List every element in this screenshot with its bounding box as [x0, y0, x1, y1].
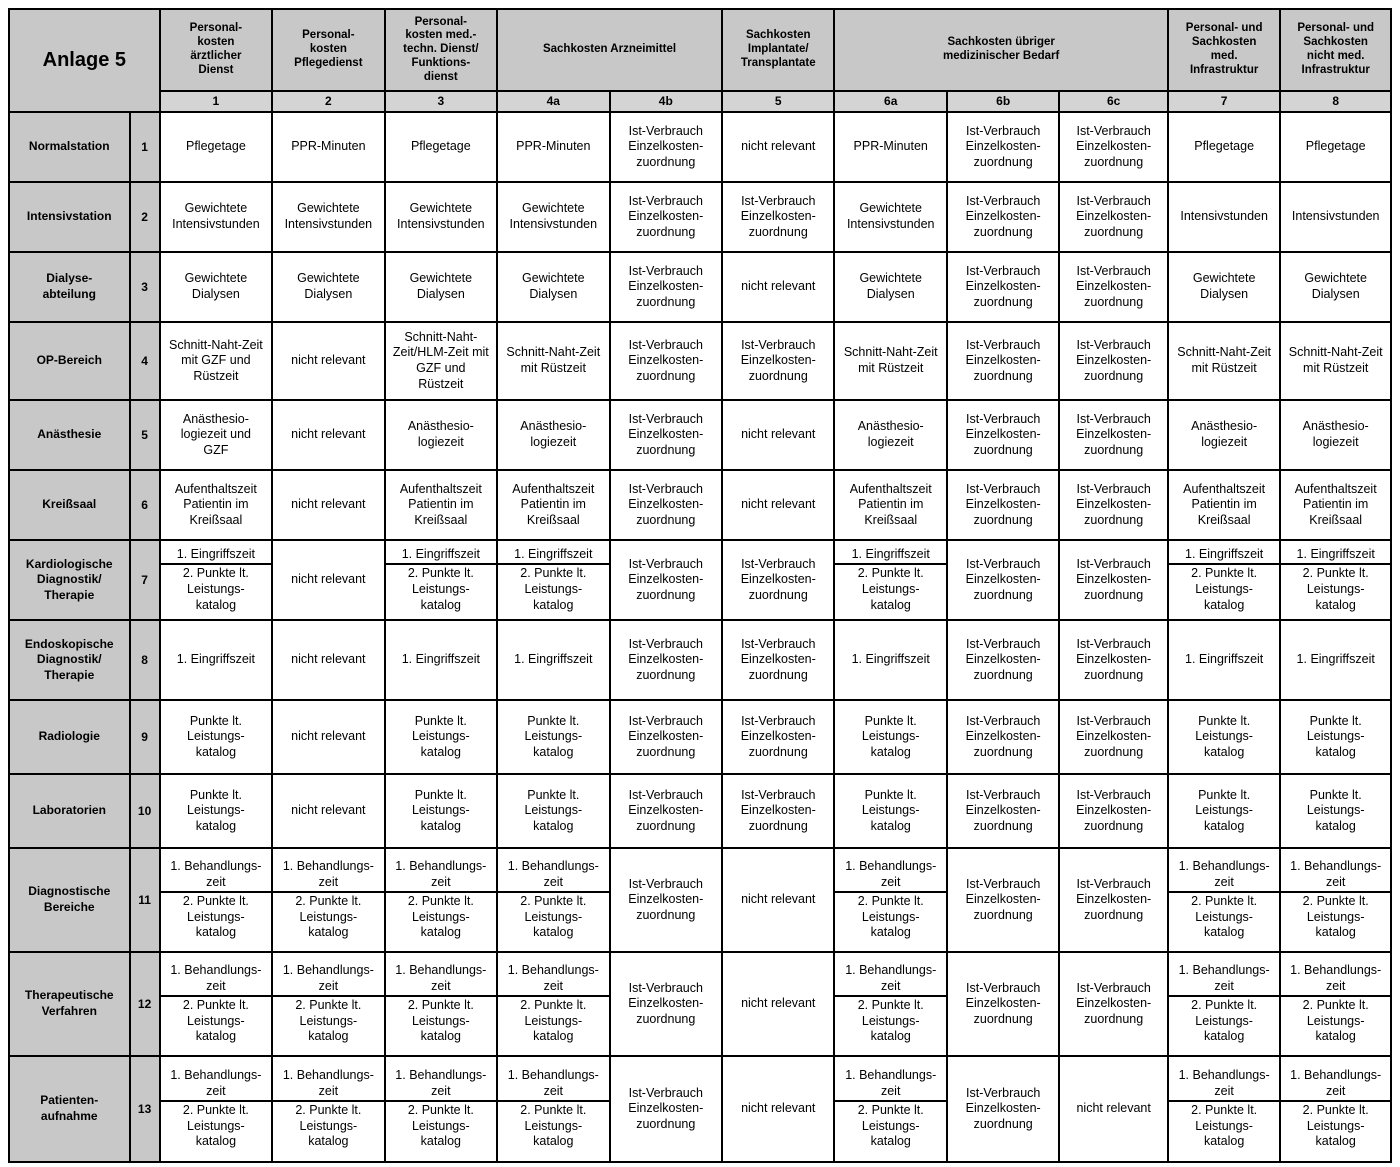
- table-cell: Ist-Verbrauch Einzelkosten- zuordnung: [1059, 540, 1167, 620]
- cell-part-1: 1. Behandlungs- zeit: [386, 962, 496, 997]
- cell-part-2: 2. Punkte lt. Leistungs- katalog: [182, 998, 249, 1044]
- table-cell: Punkte lt. Leistungs- katalog: [385, 700, 497, 774]
- table-cell: Ist-Verbrauch Einzelkosten- zuordnung: [610, 400, 722, 470]
- cell-part-2: 2. Punkte lt. Leistungs- katalog: [182, 894, 249, 940]
- table-cell: [834, 952, 946, 1056]
- table-cell: Ist-Verbrauch Einzelkosten- zuordnung: [1059, 322, 1167, 400]
- cell-part-1: 1. Eingriffszeit: [835, 546, 945, 566]
- row-number: 5: [130, 400, 160, 470]
- table-row: [9, 620, 1391, 700]
- table-row: [9, 848, 1391, 952]
- table-cell: 1. Eingriffszeit: [385, 620, 497, 700]
- row-label: Endoskopische Diagnostik/ Therapie: [9, 620, 130, 700]
- table-cell: Gewichtete Intensivstunden: [834, 182, 946, 252]
- row-number: 8: [130, 620, 160, 700]
- table-row: [9, 774, 1391, 848]
- table-cell: [160, 1056, 272, 1162]
- cell-part-2: 2. Punkte lt. Leistungs- katalog: [857, 894, 924, 940]
- table-cell: Gewichtete Intensivstunden: [385, 182, 497, 252]
- cell-part-1: 1. Eingriffszeit: [161, 546, 271, 566]
- table-cell: Ist-Verbrauch Einzelkosten- zuordnung: [947, 1056, 1059, 1162]
- table-cell: nicht relevant: [272, 470, 384, 540]
- cell-part-1: 1. Behandlungs- zeit: [161, 858, 271, 893]
- table-cell: nicht relevant: [722, 1056, 834, 1162]
- table-cell: Punkte lt. Leistungs- katalog: [385, 774, 497, 848]
- table-cell: Anästhesio- logiezeit: [834, 400, 946, 470]
- cell-part-1: 1. Behandlungs- zeit: [386, 1067, 496, 1102]
- table-cell: Anästhesio- logiezeit: [385, 400, 497, 470]
- cell-part-1: 1. Behandlungs- zeit: [835, 1067, 945, 1102]
- row-label: Diagnostische Bereiche: [9, 848, 130, 952]
- table-cell: Ist-Verbrauch Einzelkosten- zuordnung: [610, 1056, 722, 1162]
- column-header-row: [9, 9, 1391, 91]
- table-cell: 1. Eingriffszeit: [1280, 620, 1391, 700]
- cell-part-2: 2. Punkte lt. Leistungs- katalog: [295, 1103, 362, 1149]
- table-cell: Gewichtete Intensivstunden: [160, 182, 272, 252]
- cell-part-1: 1. Behandlungs- zeit: [1169, 858, 1279, 893]
- cell-part-2: 2. Punkte lt. Leistungs- katalog: [407, 566, 474, 612]
- row-number: 11: [130, 848, 160, 952]
- table-cell: [497, 848, 609, 952]
- table-cell: 1. Eingriffszeit: [834, 620, 946, 700]
- table-cell: Punkte lt. Leistungs- katalog: [160, 774, 272, 848]
- cell-part-2: 2. Punkte lt. Leistungs- katalog: [857, 1103, 924, 1149]
- table-cell: Ist-Verbrauch Einzelkosten- zuordnung: [1059, 182, 1167, 252]
- row-label: Anästhesie: [9, 400, 130, 470]
- table-cell: [1168, 1056, 1280, 1162]
- cell-part-1: 1. Behandlungs- zeit: [1169, 962, 1279, 997]
- table-cell: Ist-Verbrauch Einzelkosten- zuordnung: [610, 700, 722, 774]
- table-cell: Ist-Verbrauch Einzelkosten- zuordnung: [947, 774, 1059, 848]
- cell-part-2: 2. Punkte lt. Leistungs- katalog: [1302, 566, 1369, 612]
- table-cell: Ist-Verbrauch Einzelkosten- zuordnung: [610, 112, 722, 182]
- table-cell: Ist-Verbrauch Einzelkosten- zuordnung: [722, 774, 834, 848]
- table-cell: [1168, 952, 1280, 1056]
- column-number: 1: [160, 91, 272, 112]
- table-cell: Ist-Verbrauch Einzelkosten- zuordnung: [722, 700, 834, 774]
- table-cell: [1280, 952, 1391, 1056]
- table-cell: [272, 952, 384, 1056]
- table-cell: Ist-Verbrauch Einzelkosten- zuordnung: [947, 620, 1059, 700]
- cell-part-2: 2. Punkte lt. Leistungs- katalog: [857, 998, 924, 1044]
- table-cell: Ist-Verbrauch Einzelkosten- zuordnung: [947, 252, 1059, 322]
- cell-part-1: 1. Eingriffszeit: [1281, 546, 1390, 566]
- table-cell: [1280, 540, 1391, 620]
- cell-part-1: 1. Behandlungs- zeit: [273, 962, 383, 997]
- table-cell: [497, 1056, 609, 1162]
- table-cell: [160, 952, 272, 1056]
- row-number: 6: [130, 470, 160, 540]
- table-cell: Gewichtete Dialysen: [1280, 252, 1391, 322]
- table-cell: nicht relevant: [272, 774, 384, 848]
- column-header-7: Personal- und Sachkosten med. Infrastruktur: [1168, 9, 1280, 91]
- table-cell: Ist-Verbrauch Einzelkosten- zuordnung: [1059, 774, 1167, 848]
- table-cell: Schnitt-Naht-Zeit mit Rüstzeit: [834, 322, 946, 400]
- table-cell: Ist-Verbrauch Einzelkosten- zuordnung: [1059, 848, 1167, 952]
- table-cell: Ist-Verbrauch Einzelkosten- zuordnung: [722, 322, 834, 400]
- table-row: [9, 182, 1391, 252]
- table-cell: nicht relevant: [272, 540, 384, 620]
- table-cell: 1. Eingriffszeit: [1168, 620, 1280, 700]
- table-cell: Pflegetage: [160, 112, 272, 182]
- cell-part-2: 2. Punkte lt. Leistungs- katalog: [520, 998, 587, 1044]
- cell-part-2: 2. Punkte lt. Leistungs- katalog: [1302, 894, 1369, 940]
- table-cell: Punkte lt. Leistungs- katalog: [1168, 774, 1280, 848]
- table-cell: Ist-Verbrauch Einzelkosten- zuordnung: [947, 700, 1059, 774]
- cell-part-2: 2. Punkte lt. Leistungs- katalog: [1191, 1103, 1258, 1149]
- column-header-4: Sachkosten Arzneimittel: [497, 9, 722, 91]
- table-cell: Schnitt-Naht-Zeit mit Rüstzeit: [497, 322, 609, 400]
- table-cell: PPR-Minuten: [272, 112, 384, 182]
- table-cell: [272, 1056, 384, 1162]
- table-cell: Gewichtete Dialysen: [497, 252, 609, 322]
- table-row: [9, 252, 1391, 322]
- table-cell: Anästhesio- logiezeit und GZF: [160, 400, 272, 470]
- table-cell: Ist-Verbrauch Einzelkosten- zuordnung: [1059, 470, 1167, 540]
- row-number: 9: [130, 700, 160, 774]
- table-title: Anlage 5: [9, 9, 160, 112]
- column-number: 6c: [1059, 91, 1167, 112]
- cell-part-1: 1. Behandlungs- zeit: [273, 1067, 383, 1102]
- cell-part-2: 2. Punkte lt. Leistungs- katalog: [1191, 998, 1258, 1044]
- row-number: 13: [130, 1056, 160, 1162]
- table-cell: Pflegetage: [1168, 112, 1280, 182]
- row-number: 12: [130, 952, 160, 1056]
- table-cell: Gewichtete Intensivstunden: [497, 182, 609, 252]
- cell-part-2: 2. Punkte lt. Leistungs- katalog: [407, 998, 474, 1044]
- row-label: Patienten- aufnahme: [9, 1056, 130, 1162]
- column-number: 2: [272, 91, 384, 112]
- cell-part-2: 2. Punkte lt. Leistungs- katalog: [182, 566, 249, 612]
- cell-part-2: 2. Punkte lt. Leistungs- katalog: [520, 1103, 587, 1149]
- cell-part-2: 2. Punkte lt. Leistungs- katalog: [1191, 894, 1258, 940]
- cell-part-1: 1. Behandlungs- zeit: [835, 858, 945, 893]
- table-row: [9, 112, 1391, 182]
- column-number: 3: [385, 91, 497, 112]
- table-cell: Aufenthaltszeit Patientin im Kreißsaal: [160, 470, 272, 540]
- table-cell: nicht relevant: [722, 400, 834, 470]
- table-cell: [160, 540, 272, 620]
- cell-part-2: 2. Punkte lt. Leistungs- katalog: [857, 566, 924, 612]
- cell-part-2: 2. Punkte lt. Leistungs- katalog: [520, 894, 587, 940]
- table-cell: Punkte lt. Leistungs- katalog: [1168, 700, 1280, 774]
- row-label: Kardiologische Diagnostik/ Therapie: [9, 540, 130, 620]
- table-cell: Gewichtete Dialysen: [834, 252, 946, 322]
- table-cell: Ist-Verbrauch Einzelkosten- zuordnung: [947, 182, 1059, 252]
- table-row: [9, 470, 1391, 540]
- row-label: Radiologie: [9, 700, 130, 774]
- table-cell: Schnitt-Naht-Zeit mit Rüstzeit: [1280, 322, 1391, 400]
- table-cell: Ist-Verbrauch Einzelkosten- zuordnung: [947, 322, 1059, 400]
- table-cell: 1. Eingriffszeit: [497, 620, 609, 700]
- table-cell: PPR-Minuten: [834, 112, 946, 182]
- table-cell: nicht relevant: [272, 700, 384, 774]
- row-label: Laboratorien: [9, 774, 130, 848]
- table-cell: Aufenthaltszeit Patientin im Kreißsaal: [385, 470, 497, 540]
- table-cell: Ist-Verbrauch Einzelkosten- zuordnung: [722, 540, 834, 620]
- table-cell: Ist-Verbrauch Einzelkosten- zuordnung: [1059, 620, 1167, 700]
- table-cell: Intensivstunden: [1280, 182, 1391, 252]
- cell-part-1: 1. Behandlungs- zeit: [498, 1067, 608, 1102]
- table-cell: nicht relevant: [722, 848, 834, 952]
- table-cell: Ist-Verbrauch Einzelkosten- zuordnung: [1059, 252, 1167, 322]
- table-cell: Ist-Verbrauch Einzelkosten- zuordnung: [947, 952, 1059, 1056]
- column-number: 4b: [610, 91, 722, 112]
- table-cell: Punkte lt. Leistungs- katalog: [497, 774, 609, 848]
- row-number: 1: [130, 112, 160, 182]
- table-cell: Aufenthaltszeit Patientin im Kreißsaal: [834, 470, 946, 540]
- table-cell: Ist-Verbrauch Einzelkosten- zuordnung: [1059, 700, 1167, 774]
- cell-part-1: 1. Behandlungs- zeit: [161, 1067, 271, 1102]
- table-cell: Gewichtete Dialysen: [385, 252, 497, 322]
- table-cell: Ist-Verbrauch Einzelkosten- zuordnung: [610, 182, 722, 252]
- cell-part-1: 1. Eingriffszeit: [1169, 546, 1279, 566]
- row-label: Therapeutische Verfahren: [9, 952, 130, 1056]
- table-cell: Ist-Verbrauch Einzelkosten- zuordnung: [610, 252, 722, 322]
- table-cell: Ist-Verbrauch Einzelkosten- zuordnung: [610, 952, 722, 1056]
- table-cell: Gewichtete Dialysen: [1168, 252, 1280, 322]
- table-cell: [1168, 848, 1280, 952]
- table-cell: Pflegetage: [1280, 112, 1391, 182]
- table-cell: [834, 540, 946, 620]
- cell-part-2: 2. Punkte lt. Leistungs- katalog: [407, 894, 474, 940]
- column-number-row: [9, 91, 1391, 112]
- cell-part-2: 2. Punkte lt. Leistungs- katalog: [1302, 998, 1369, 1044]
- cell-part-1: 1. Behandlungs- zeit: [1281, 962, 1390, 997]
- row-label: Intensivstation: [9, 182, 130, 252]
- cell-part-2: 2. Punkte lt. Leistungs- katalog: [407, 1103, 474, 1149]
- row-label: Normalstation: [9, 112, 130, 182]
- cell-part-2: 2. Punkte lt. Leistungs- katalog: [1302, 1103, 1369, 1149]
- row-number: 10: [130, 774, 160, 848]
- table-cell: Ist-Verbrauch Einzelkosten- zuordnung: [610, 774, 722, 848]
- row-number: 2: [130, 182, 160, 252]
- cell-part-1: 1. Behandlungs- zeit: [1169, 1067, 1279, 1102]
- table-cell: Ist-Verbrauch Einzelkosten- zuordnung: [610, 540, 722, 620]
- table-cell: nicht relevant: [722, 470, 834, 540]
- table-cell: nicht relevant: [1059, 1056, 1167, 1162]
- cell-part-2: 2. Punkte lt. Leistungs- katalog: [295, 894, 362, 940]
- table-cell: [497, 540, 609, 620]
- table-cell: Ist-Verbrauch Einzelkosten- zuordnung: [610, 322, 722, 400]
- table-cell: nicht relevant: [722, 112, 834, 182]
- table-cell: Aufenthaltszeit Patientin im Kreißsaal: [1168, 470, 1280, 540]
- table-cell: Ist-Verbrauch Einzelkosten- zuordnung: [1059, 400, 1167, 470]
- column-number: 7: [1168, 91, 1280, 112]
- table-row: [9, 400, 1391, 470]
- column-number: 8: [1280, 91, 1391, 112]
- column-number: 6b: [947, 91, 1059, 112]
- table-cell: [834, 848, 946, 952]
- table-cell: [272, 848, 384, 952]
- table-cell: Ist-Verbrauch Einzelkosten- zuordnung: [610, 620, 722, 700]
- column-number: 6a: [834, 91, 946, 112]
- table-cell: Ist-Verbrauch Einzelkosten- zuordnung: [947, 540, 1059, 620]
- cell-part-1: 1. Behandlungs- zeit: [1281, 858, 1390, 893]
- table-cell: [385, 848, 497, 952]
- table-cell: nicht relevant: [722, 252, 834, 322]
- table-cell: Ist-Verbrauch Einzelkosten- zuordnung: [947, 470, 1059, 540]
- table-cell: Ist-Verbrauch Einzelkosten- zuordnung: [947, 848, 1059, 952]
- table-cell: nicht relevant: [272, 322, 384, 400]
- table-cell: nicht relevant: [272, 620, 384, 700]
- table-cell: [385, 540, 497, 620]
- table-cell: Schnitt-Naht-Zeit mit GZF und Rüstzeit: [160, 322, 272, 400]
- table-cell: [1280, 848, 1391, 952]
- table-cell: Ist-Verbrauch Einzelkosten- zuordnung: [722, 182, 834, 252]
- table-cell: Ist-Verbrauch Einzelkosten- zuordnung: [947, 400, 1059, 470]
- table-cell: Schnitt-Naht- Zeit/HLM-Zeit mit GZF und Rüstzeit: [385, 322, 497, 400]
- column-number: 5: [722, 91, 834, 112]
- column-header-2: Personal- kosten Pflegedienst: [272, 9, 384, 91]
- table-cell: PPR-Minuten: [497, 112, 609, 182]
- column-header-6: Sachkosten übriger medizinischer Bedarf: [834, 9, 1167, 91]
- table-cell: Anästhesio- logiezeit: [497, 400, 609, 470]
- table-cell: Gewichtete Dialysen: [272, 252, 384, 322]
- table-cell: Ist-Verbrauch Einzelkosten- zuordnung: [722, 620, 834, 700]
- table-cell: [385, 1056, 497, 1162]
- table-cell: Schnitt-Naht-Zeit mit Rüstzeit: [1168, 322, 1280, 400]
- table-cell: Intensivstunden: [1168, 182, 1280, 252]
- cell-part-1: 1. Behandlungs- zeit: [273, 858, 383, 893]
- row-number: 7: [130, 540, 160, 620]
- row-number: 3: [130, 252, 160, 322]
- table-cell: Anästhesio- logiezeit: [1280, 400, 1391, 470]
- table-cell: Punkte lt. Leistungs- katalog: [1280, 774, 1391, 848]
- column-header-8: Personal- und Sachkosten nicht med. Infrastruktur: [1280, 9, 1391, 91]
- cell-part-2: 2. Punkte lt. Leistungs- katalog: [520, 566, 587, 612]
- column-header-1: Personal- kosten ärztlicher Dienst: [160, 9, 272, 91]
- cell-part-2: 2. Punkte lt. Leistungs- katalog: [1191, 566, 1258, 612]
- table-row: [9, 700, 1391, 774]
- table-cell: Ist-Verbrauch Einzelkosten- zuordnung: [610, 848, 722, 952]
- column-header-3: Personal- kosten med.- techn. Dienst/ Funktions- dienst: [385, 9, 497, 91]
- table-row: [9, 540, 1391, 620]
- table-cell: nicht relevant: [272, 400, 384, 470]
- table-cell: [497, 952, 609, 1056]
- cell-part-1: 1. Behandlungs- zeit: [1281, 1067, 1390, 1102]
- cell-part-1: 1. Behandlungs- zeit: [498, 962, 608, 997]
- cell-part-2: 2. Punkte lt. Leistungs- katalog: [182, 1103, 249, 1149]
- table-cell: Punkte lt. Leistungs- katalog: [834, 774, 946, 848]
- table-cell: [1280, 1056, 1391, 1162]
- row-label: Kreißsaal: [9, 470, 130, 540]
- cell-part-1: 1. Behandlungs- zeit: [835, 962, 945, 997]
- cell-part-1: 1. Behandlungs- zeit: [386, 858, 496, 893]
- cost-allocation-table: [8, 8, 1392, 1163]
- table-row: [9, 952, 1391, 1056]
- table-cell: [160, 848, 272, 952]
- table-cell: Ist-Verbrauch Einzelkosten- zuordnung: [947, 112, 1059, 182]
- table-cell: Aufenthaltszeit Patientin im Kreißsaal: [1280, 470, 1391, 540]
- table-cell: Ist-Verbrauch Einzelkosten- zuordnung: [1059, 112, 1167, 182]
- table-row: [9, 1056, 1391, 1162]
- table-cell: Pflegetage: [385, 112, 497, 182]
- row-label: Dialyse- abteilung: [9, 252, 130, 322]
- table-cell: [385, 952, 497, 1056]
- cell-part-1: 1. Eingriffszeit: [498, 546, 608, 566]
- row-label: OP-Bereich: [9, 322, 130, 400]
- table-row: [9, 322, 1391, 400]
- table-cell: nicht relevant: [722, 952, 834, 1056]
- cell-part-1: 1. Behandlungs- zeit: [498, 858, 608, 893]
- table-cell: Punkte lt. Leistungs- katalog: [1280, 700, 1391, 774]
- table-cell: [1168, 540, 1280, 620]
- table-cell: [834, 1056, 946, 1162]
- table-cell: Aufenthaltszeit Patientin im Kreißsaal: [497, 470, 609, 540]
- column-header-5: Sachkosten Implantate/ Transplantate: [722, 9, 834, 91]
- table-cell: Anästhesio- logiezeit: [1168, 400, 1280, 470]
- cell-part-1: 1. Eingriffszeit: [386, 546, 496, 566]
- row-number: 4: [130, 322, 160, 400]
- table-cell: Punkte lt. Leistungs- katalog: [834, 700, 946, 774]
- table-cell: Ist-Verbrauch Einzelkosten- zuordnung: [610, 470, 722, 540]
- table-cell: Punkte lt. Leistungs- katalog: [497, 700, 609, 774]
- cell-part-2: 2. Punkte lt. Leistungs- katalog: [295, 998, 362, 1044]
- column-number: 4a: [497, 91, 609, 112]
- table-cell: 1. Eingriffszeit: [160, 620, 272, 700]
- table-cell: Gewichtete Dialysen: [160, 252, 272, 322]
- table-cell: Gewichtete Intensivstunden: [272, 182, 384, 252]
- table-body: [9, 112, 1391, 1162]
- table-cell: Punkte lt. Leistungs- katalog: [160, 700, 272, 774]
- cell-part-1: 1. Behandlungs- zeit: [161, 962, 271, 997]
- table-cell: Ist-Verbrauch Einzelkosten- zuordnung: [1059, 952, 1167, 1056]
